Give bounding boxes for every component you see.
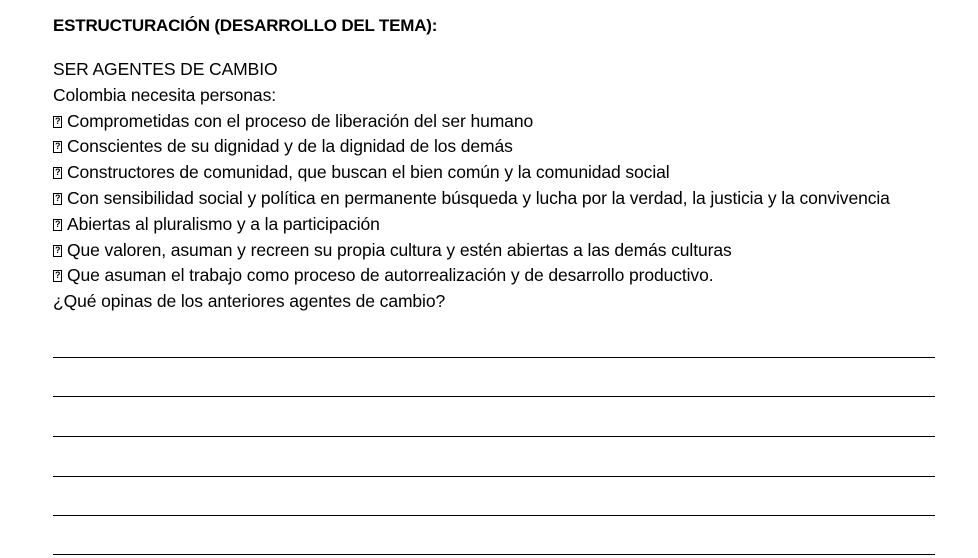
list-item-text: Que asuman el trabajo como proceso de autorrealización y de desarrollo productivo. [67,265,714,286]
list-item-text: Que valoren, asuman y recreen su propia cultura y estén abiertas a las demás culturas [67,239,732,260]
list-item [53,134,923,160]
list-item-text: Abiertas al pluralismo y a la participación [67,213,380,234]
list-item-text: Con sensibilidad social y política en permanente búsqueda y lucha por la verdad, la justicia y la convivencia [67,187,890,208]
answer-line-3[interactable] [53,436,935,437]
document-body [53,57,923,315]
answer-line-2[interactable] [53,396,935,397]
unknown-glyph-box-icon [53,116,62,128]
list-item [53,109,923,135]
list-item-text: Comprometidas con el proceso de liberación del ser humano [67,110,534,131]
unknown-glyph-box-icon [53,270,62,282]
answer-line-1[interactable] [53,357,935,358]
unknown-glyph-box-icon [53,167,62,179]
unknown-glyph-box-icon [53,141,62,153]
answer-line-6[interactable] [53,554,935,555]
list-item-text: Constructores de comunidad, que buscan el bien común y la comunidad social [67,162,670,183]
list-item [53,186,923,212]
answer-line-5[interactable] [53,515,935,516]
unknown-glyph-box-icon [53,245,62,257]
list-item [53,212,923,238]
list-item [53,160,923,186]
unknown-glyph-box-icon [53,219,62,231]
question-text: ¿Qué opinas de los anteriores agentes de cambio? [53,291,446,312]
list-item [53,238,923,264]
list-item [53,263,923,289]
unknown-glyph-box-icon [53,193,62,205]
section-heading: ESTRUCTURACIÓN (DESARROLLO DEL TEMA): [53,16,438,35]
list-item-text: Conscientes de su dignidad y de la dignidad de los demás [67,136,513,157]
topic-title: SER AGENTES DE CAMBIO [53,59,278,79]
intro-text: Colombia necesita personas: [53,84,276,105]
answer-line-4[interactable] [53,476,935,477]
